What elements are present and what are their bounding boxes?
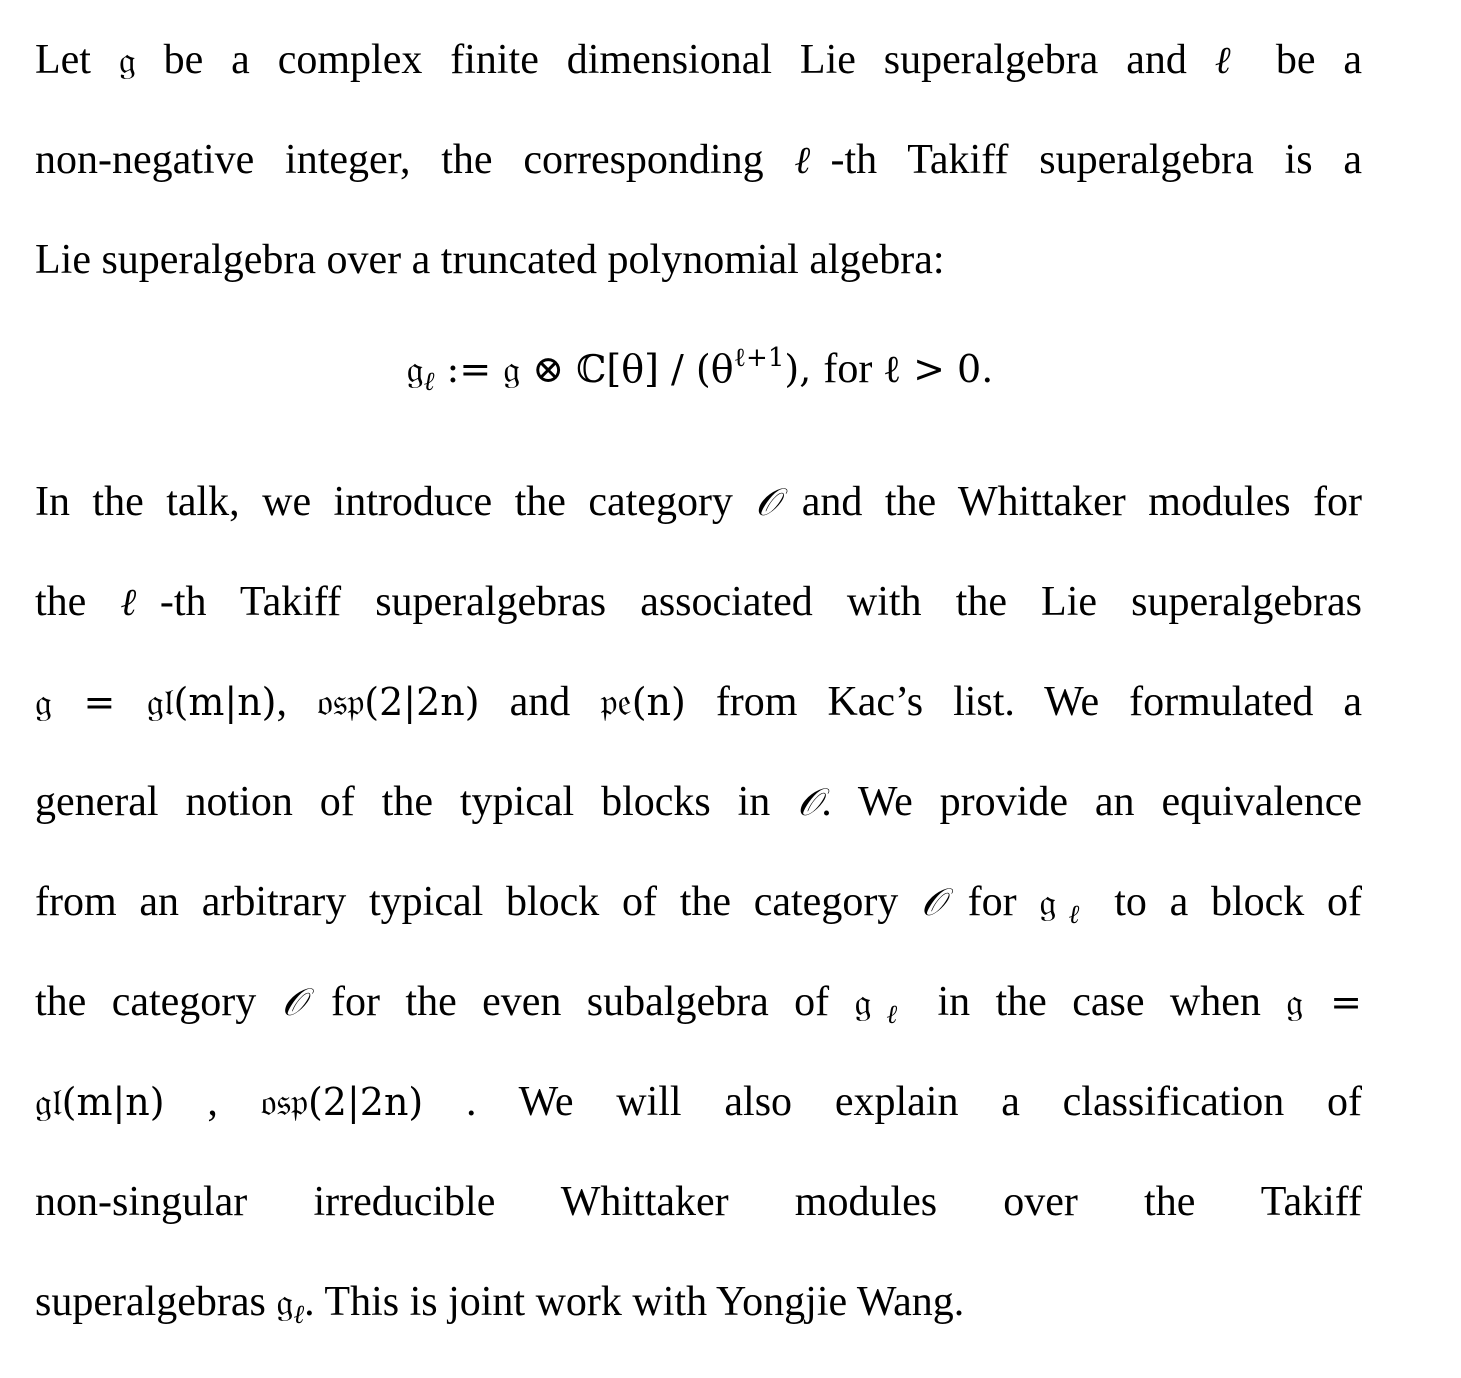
text-segment: In the talk, we introduce the category (35, 479, 756, 525)
text-segment: Let (35, 37, 119, 83)
math-osp: 𝔬𝔰𝔭(2|2n) (317, 680, 480, 724)
math-g: 𝔤 (118, 38, 136, 82)
text-line-9 (35, 972, 1362, 1032)
text-segment: general notion of the typical blocks in (35, 779, 798, 825)
math-g: 𝔤 (1039, 880, 1057, 924)
math-category-o: 𝒪 (921, 880, 945, 924)
math-subscript-ell: ℓ (871, 1000, 913, 1030)
text-line-11 (35, 1172, 1362, 1232)
text-segment: and the Whittaker modules for (779, 479, 1362, 525)
text-segment: to a block of (1091, 879, 1362, 925)
math-subscript-ell: ℓ (1056, 900, 1092, 930)
text-segment: -th Takiff superalgebra is a (830, 137, 1362, 183)
math-category-o: 𝒪 (755, 480, 780, 524)
math-subscript-ell: ℓ (293, 1300, 305, 1330)
math-ell: ℓ (120, 580, 160, 624)
text-segment: non-singular irreducible Whittaker modules over the Takiff (35, 1179, 1362, 1225)
text-segment: in the case when (912, 979, 1287, 1025)
text-segment: for (944, 879, 1040, 925)
text-segment: for the even subalgebra of (305, 979, 855, 1025)
text-segment: the (35, 579, 121, 625)
math-g: 𝔤 (276, 1280, 294, 1324)
text-segment: from Kac’s list. We formulated a (685, 679, 1362, 725)
math-pe: 𝔭𝔢(n) (600, 680, 686, 724)
text-line-1 (35, 30, 1362, 90)
formula-for-text: for (823, 346, 883, 392)
formula-lhs-subscript: ℓ (423, 367, 435, 397)
text-segment: -th Takiff superalgebras associated with the Lie superalgebras (159, 579, 1363, 625)
text-segment: . We provide an equivalence (821, 779, 1362, 825)
math-category-o: 𝒪 (797, 780, 822, 824)
formula-close: ), (784, 347, 824, 391)
text-line-7 (35, 772, 1362, 832)
text-segment: the category (35, 979, 282, 1025)
text-segment: be a (1247, 37, 1363, 83)
math-gl: 𝔤 = 𝔤𝔩(m|n) (35, 680, 277, 724)
math-g: 𝔤 (854, 980, 872, 1024)
text-line-4 (35, 472, 1362, 532)
text-segment: from an arbitrary typical block of the category (35, 879, 922, 925)
text-line-12 (35, 1272, 1362, 1332)
text-segment: Lie superalgebra over a truncated polynomial algebra: (35, 237, 945, 283)
formula-exponent: ℓ+1 (733, 343, 785, 373)
text-segment: be a complex finite dimensional Lie superalgebra and (135, 37, 1215, 83)
text-line-5 (35, 572, 1362, 632)
math-ell: ℓ (1214, 38, 1248, 82)
math-ell: ℓ (794, 138, 831, 182)
text-line-3 (35, 230, 1362, 290)
math-category-o: 𝒪 (281, 980, 306, 1024)
math-osp: 𝔬𝔰𝔭(2|2n) (260, 1080, 424, 1124)
text-segment: , (276, 679, 317, 725)
text-line-10 (35, 1072, 1362, 1132)
formula-definition: := 𝔤 ⊗ ℂ[θ] / (θ (434, 347, 734, 391)
text-line-6 (35, 672, 1362, 732)
formula-condition: ℓ > 0. (882, 347, 994, 391)
display-formula (0, 328, 1400, 397)
text-line-2 (35, 130, 1362, 190)
text-segment: . We will also explain a classification of (423, 1079, 1362, 1125)
math-g-equals: 𝔤 = (1286, 980, 1362, 1024)
text-line-8 (35, 872, 1362, 932)
text-segment: . This is joint work with Yongjie Wang. (304, 1279, 965, 1325)
text-segment: and (479, 679, 601, 725)
formula-lhs: 𝔤 (406, 347, 424, 391)
text-segment: superalgebras (35, 1279, 277, 1325)
math-gl: 𝔤𝔩(m|n) (35, 1080, 165, 1124)
text-segment: , (164, 1079, 261, 1125)
text-segment: non-negative integer, the corresponding (35, 137, 795, 183)
